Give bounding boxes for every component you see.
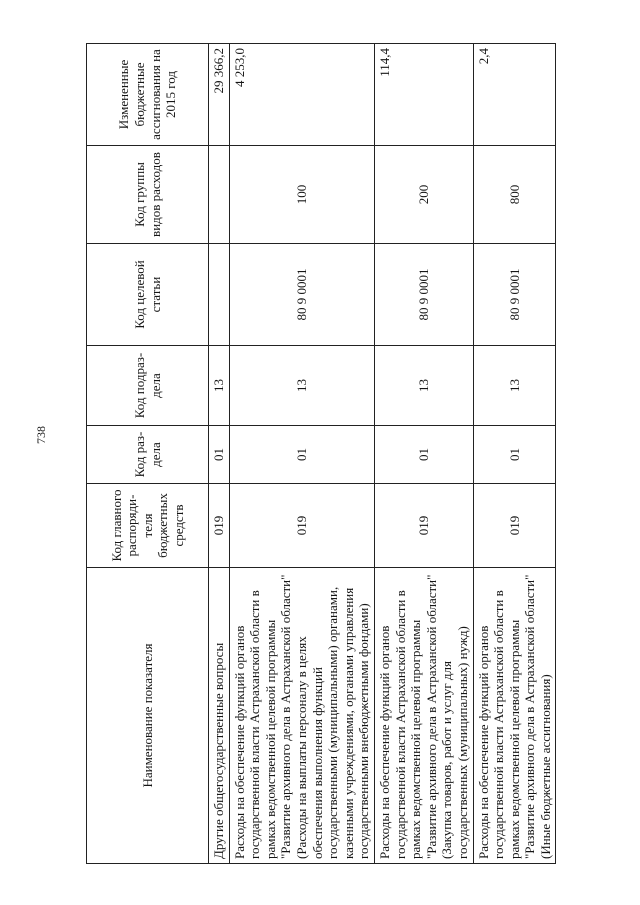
header-name: Наименование показателя — [87, 568, 209, 864]
header-section-code: Код раз-дела — [87, 426, 209, 484]
row-section-code: 01 — [473, 426, 556, 484]
row-section-code: 01 — [374, 426, 473, 484]
row-subsection-code: 13 — [374, 346, 473, 426]
header-target-code: Код целевой статьи — [87, 244, 209, 346]
row-expense-group-code: 200 — [374, 146, 473, 244]
row-name: Расходы на обеспечение функций органов государственной власти Астраханской области в рамках ведомственной целевой программы "Развитие архивного дела в Астраханской области" (Иные бюджетные ассигнования) — [473, 568, 556, 864]
row-name: Расходы на обеспечение функций органов государственной власти Астраханской области в рамках ведомственной целевой программы "Развитие архивного дела в Астраханской области" (Закупка товаров, работ и услуг для государственных (муниципальных) нужд) — [374, 568, 473, 864]
row-name: Расходы на обеспечение функций органов государственной власти Астраханской области в рамках ведомственной целевой программы "Развитие архивного дела в Астраханской области" (Расходы на выплаты персоналу в целях обеспечения выполнения функций государственными (муниципальными) органами, казенными учреждениями, органами управления государственными внебюджетными фондами) — [229, 568, 374, 864]
row-name: Другие общегосударственные вопросы — [209, 568, 230, 864]
page-number: 738 — [34, 426, 48, 444]
row-section-code: 01 — [209, 426, 230, 484]
header-subsection-code: Код подраз-дела — [87, 346, 209, 426]
row-subsection-code: 13 — [209, 346, 230, 426]
header-expense-group-code: Код группы видов расходов — [87, 146, 209, 244]
row-section-code: 01 — [229, 426, 374, 484]
row-target-code: 80 9 0001 — [374, 244, 473, 346]
header-amount: Измененные бюджетные ассигнования на 2015 год — [87, 44, 209, 146]
row-amount: 4 253,0 — [229, 44, 374, 146]
row-amount: 2,4 — [473, 44, 556, 146]
row-target-code — [209, 244, 230, 346]
row-admin-code: 019 — [374, 484, 473, 568]
row-expense-group-code: 100 — [229, 146, 374, 244]
table-row — [229, 44, 374, 864]
table-row — [374, 44, 473, 864]
row-amount: 114,4 — [374, 44, 473, 146]
rotated-table-container — [86, 44, 553, 864]
budget-table — [86, 43, 556, 864]
row-target-code: 80 9 0001 — [473, 244, 556, 346]
row-admin-code: 019 — [229, 484, 374, 568]
header-row — [87, 44, 209, 864]
row-subsection-code: 13 — [229, 346, 374, 426]
row-subsection-code: 13 — [473, 346, 556, 426]
table-row — [209, 44, 230, 864]
row-expense-group-code — [209, 146, 230, 244]
table-row — [473, 44, 556, 864]
row-admin-code: 019 — [209, 484, 230, 568]
row-target-code: 80 9 0001 — [229, 244, 374, 346]
row-expense-group-code: 800 — [473, 146, 556, 244]
header-admin-code: Код главного распоряди-теля бюджетных средств — [87, 484, 209, 568]
row-admin-code: 019 — [473, 484, 556, 568]
row-amount: 29 366,2 — [209, 44, 230, 146]
